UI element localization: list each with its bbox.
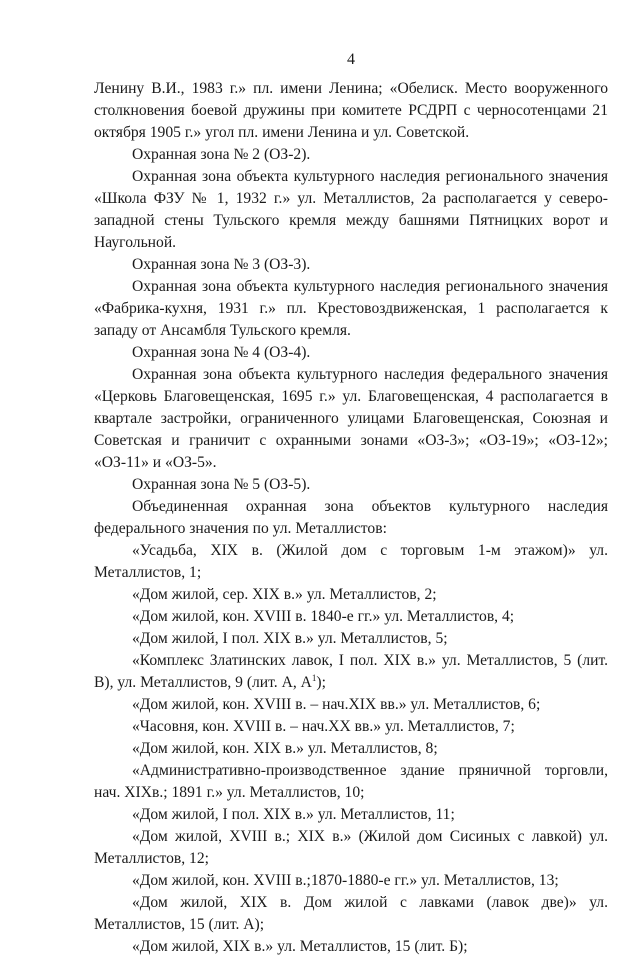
paragraph-zone-3: Охранная зона объекта культурного наследия регионального значения «Фабрика-кухня, 1931 г.» пл. Крестовоздвиженская, 1 располагается к западу от Ансамбля Тульского кремля. [94,278,608,339]
list-item: «Дом жилой, XVIII в.; XIX в.» (Жилой дом Сисиных с лавкой) ул. Металлистов, 12; [94,828,608,867]
list-item: «Дом жилой, кон. XVIII в. 1840-е гг.» ул. Металлистов, 4; [132,608,515,625]
list-item: «Дом жилой, кон. XIX в.» ул. Металлистов, 8; [132,740,438,757]
paragraph-zone-5-intro: Объединенная охранная зона объектов культурного наследия федерального значения по ул. Металлистов: [94,498,608,537]
superscript: 1 [311,672,317,683]
list-item: «Дом жилой, сер. XIX в.» ул. Металлистов, 2; [132,586,437,603]
list-item: «Дом жилой, XIX в. Дом жилой с лавками (лавок две)» ул. Металлистов, 15 (лит. А); [94,894,608,933]
zone-heading-oz-4: Охранная зона № 4 (ОЗ-4). [132,344,311,361]
page-number: 4 [347,51,355,68]
list-item: «Часовня, кон. XVIII в. – нач.XX вв.» ул. Металлистов, 7; [132,718,515,735]
zone-heading-oz-2: Охранная зона № 2 (ОЗ-2). [132,146,311,163]
paragraph-zone-4: Охранная зона объекта культурного наследия федерального значения «Церковь Благовещенская, 1695 г.» ул. Благовещенская, 4 располагается в квартале застройки, ограниченного улицами Благовещенская, Союзная и Советская и граничит с охранными зонами «ОЗ-3»; «ОЗ-19»; «ОЗ-12»; «ОЗ-11» и «ОЗ-5». [94,366,608,471]
zone-heading-oz-5: Охранная зона № 5 (ОЗ-5). [132,476,311,493]
paragraph-continuation: Ленину В.И., 1983 г.» пл. имени Ленина; «Обелиск. Место вооруженного столкновения боевой дружины при комитете РСДРП с черносотенцами 21 октября 1905 г.» угол пл. имени Ленина и ул. Советской. [94,80,608,141]
paragraph-zone-2: Охранная зона объекта культурного наследия регионального значения «Школа ФЗУ № 1, 1932 г.» ул. Металлистов, 2а располагается у северо-западной стены Тульского кремля между башнями Пятницких ворот и Наугольной. [94,168,608,251]
list-item [94,650,608,694]
list-item: «Дом жилой, кон. XVIII в. – нач.XIX вв.» ул. Металлистов, 6; [132,696,541,713]
list-item: «Дом жилой, кон. XVIII в.;1870-1880-е гг.» ул. Металлистов, 13; [132,872,559,889]
zone-heading-oz-3: Охранная зона № 3 (ОЗ-3). [132,256,311,273]
list-item: «Усадьба, XIX в. (Жилой дом с торговым 1-м этажом)» ул. Металлистов, 1; [94,542,608,581]
list-item-text: «Комплекс Златинских лавок, I пол. XIX в.» ул. Металлистов, 5 (лит. В), ул. Металлистов, 9 (лит. А, А [94,652,608,691]
document-body [94,78,608,958]
list-item: «Административно-производственное здание пряничной торговли, нач. XIXв.; 1891 г.» ул. Металлистов, 10; [94,762,608,801]
list-item: «Дом жилой, XIX в.» ул. Металлистов, 15 (лит. Б); [132,938,468,955]
list-item: «Дом жилой, I пол. XIX в.» ул. Металлистов, 5; [132,630,448,647]
list-item-tail: ); [316,674,326,691]
list-item: «Дом жилой, I пол. XIX в.» ул. Металлистов, 11; [132,806,455,823]
